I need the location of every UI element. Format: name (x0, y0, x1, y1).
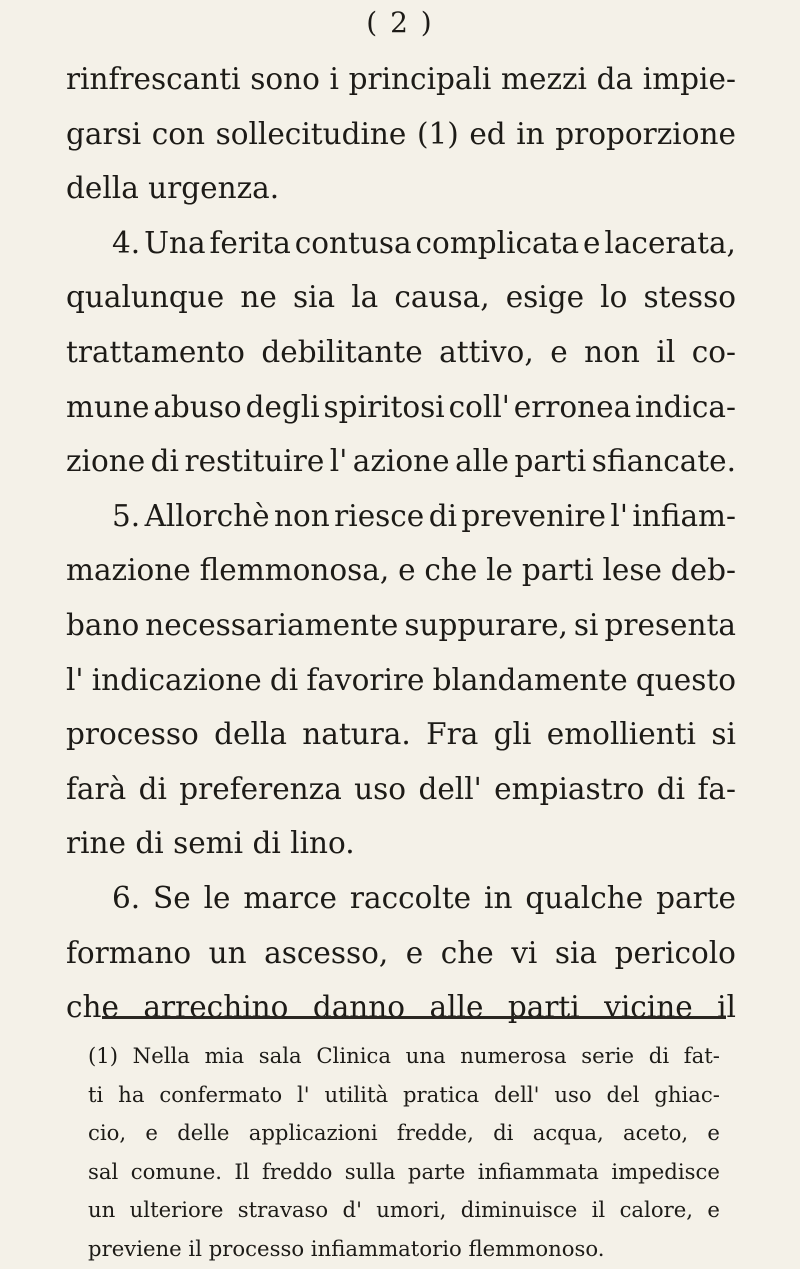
body-line: mune abuso degli spiritosi coll' erronea indica- (66, 389, 736, 424)
footnote-line: (1) Nella mia sala Clinica una numerosa serie di fat- (88, 1043, 720, 1068)
body-line: della urgenza. (66, 171, 280, 206)
paragraph-5-start: 5. Allorchè non riesce di prevenire l' infiam- (112, 498, 736, 533)
paragraph-4-start: 4. Una ferita contusa complicata e lacerata, (112, 225, 736, 260)
body-line: rine di semi di lino. (66, 826, 355, 861)
footnote-divider (102, 1016, 726, 1019)
footnote-line: previene il processo infiammatorio flemmonoso. (88, 1235, 605, 1261)
footnote-line: un ulteriore stravaso d' umori, diminuisce il calore, e (88, 1197, 720, 1223)
footnote-line: cio, e delle applicazioni fredde, di acqua, aceto, e (88, 1120, 720, 1146)
body-line: trattamento debilitante attivo, e non il co- (66, 334, 736, 369)
body-line: zione di restituire l' azione alle parti sfiancate. (66, 444, 736, 479)
body-line: formano un ascesso, e che vi sia pericolo (66, 935, 736, 970)
body-line: processo della natura. Fra gli emollienti si (66, 717, 736, 752)
body-line: che arrechino danno alle parti vicine il (66, 990, 736, 1025)
body-line: garsi con sollecitudine (1) ed in proporzione (66, 116, 736, 151)
body-line: mazione flemmonosa, e che le parti lese deb- (66, 553, 736, 588)
body-line: qualunque ne sia la causa, esige lo stesso (66, 280, 736, 315)
body-line: l' indicazione di favorire blandamente questo (66, 662, 736, 697)
footnote-line: ti ha confermato l' utilità pratica dell' uso del ghiac- (88, 1081, 720, 1107)
footnote-line: sal comune. Il freddo sulla parte infiammata impedisce (88, 1158, 720, 1184)
body-text (66, 52, 736, 1035)
paragraph-6-start: 6. Se le marce raccolte in qualche parte (112, 880, 736, 915)
footnote (88, 1037, 720, 1269)
page-number: ( 2 ) (366, 6, 434, 39)
body-line: rinfrescanti sono i principali mezzi da impie- (66, 62, 736, 96)
body-line: bano necessariamente suppurare, si presenta (66, 607, 736, 642)
body-line: farà di preferenza uso dell' empiastro di fa- (66, 771, 736, 806)
